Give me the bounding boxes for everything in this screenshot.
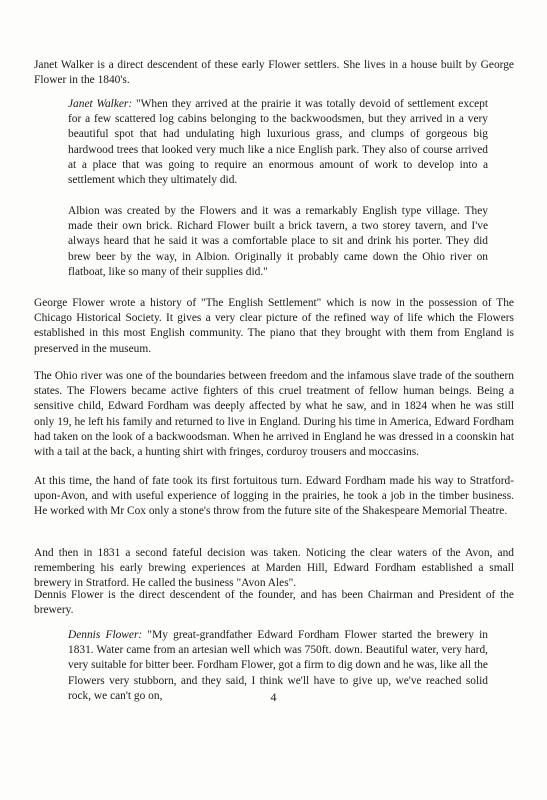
quote-text: Albion was created by the Flowers and it was a remarkably English type village. They made their own brick. Richard Flower built a brick tavern, a two storey tavern, and I've always heard that he said it was a comfortable place to sit and drink his porter. They did brew beer by the way, in Albion. Originally it probably came down the Ohio river on flatboat, like so many of their supplies did." [68, 205, 488, 278]
paragraph-intro-janet-walker [34, 58, 514, 88]
paragraph-text: The Ohio river was one of the boundaries between freedom and the infamous slave trade of the southern states. The Flowers became active fighters of this cruel treatment of fellow human beings. Being a sensitive child, Edward Fordham was deeply affected by what he saw, and in 1824 when he was still only 19, he left his family and returned to live in England. During his time in America, Edward Fordham had taken on the look of a backwoodsman. When he arrived in England he was dressed in a coonskin hat with a tail at the back, a hunting shirt with fringes, corduroy trousers and moccasins. [34, 370, 514, 459]
paragraph-english-settlement [34, 296, 514, 357]
speaker-name: Janet Walker: [68, 98, 133, 110]
paragraph-dennis-flower-intro [34, 588, 514, 618]
paragraph-ohio-river [34, 369, 514, 460]
page-number: 4 [270, 690, 277, 704]
paragraph-avon-ales [34, 546, 514, 592]
speaker-name: Dennis Flower: [68, 629, 143, 641]
paragraph-text: George Flower wrote a history of "The English Settlement" which is now in the possession of The Chicago Historical Society. It gives a very clear picture of the refined way of life which the Flowers established in this most English community. The piano that they brought with them from England is preserved in the museum. [34, 297, 514, 355]
quote-janet-walker-albion [68, 204, 488, 280]
quote-text: "My great-grandfather Edward Fordham Flower started the brewery in 1831. Water came from an artesian well which was 750ft. down. Beautiful water, very hard, very suitable for bitter beer. Fordham Flower, got a firm to dig down and he was, like all the Flowers very stubborn, and they said, I think we'll have to give up, we've reached solid rock, we can't go on, [68, 629, 488, 702]
quote-text: "When they arrived at the prairie it was totally devoid of settlement except for a few scattered log cabins belonging to the backwoodsmen, but they arrived in a very beautiful spot that had undulating high luxurious grass, and clumps of gorgeous big hardwood trees that looked very much like a nice English park. They also of course arrived at a place that was going to require an enormous amount of work to develop into a settlement which they ultimately did. [68, 98, 489, 187]
paragraph-text: At this time, the hand of fate took its first fortuitous turn. Edward Fordham made his way to Stratford-upon-Avon, and with useful experience of logging in the prairies, he took a job in the timber business. He worked with Mr Cox only a stone's throw from the future site of the Shakespeare Memorial Theatre. [34, 475, 514, 518]
quote-janet-walker-prairie [68, 97, 488, 188]
paragraph-text: Janet Walker is a direct descendent of these early Flower settlers. She lives in a house built by George Flower in the 1840's. [34, 59, 514, 87]
paragraph-text: Dennis Flower is the direct descendent of the founder, and has been Chairman and President of the brewery. [34, 589, 514, 617]
paragraph-text: And then in 1831 a second fateful decision was taken. Noticing the clear waters of the Avon, and remembering his early brewing experiences at Marden Hill, Edward Fordham established a small brewery in Stratford. He called the business "Avon Ales". [34, 547, 514, 590]
paragraph-stratford-timber [34, 474, 514, 520]
